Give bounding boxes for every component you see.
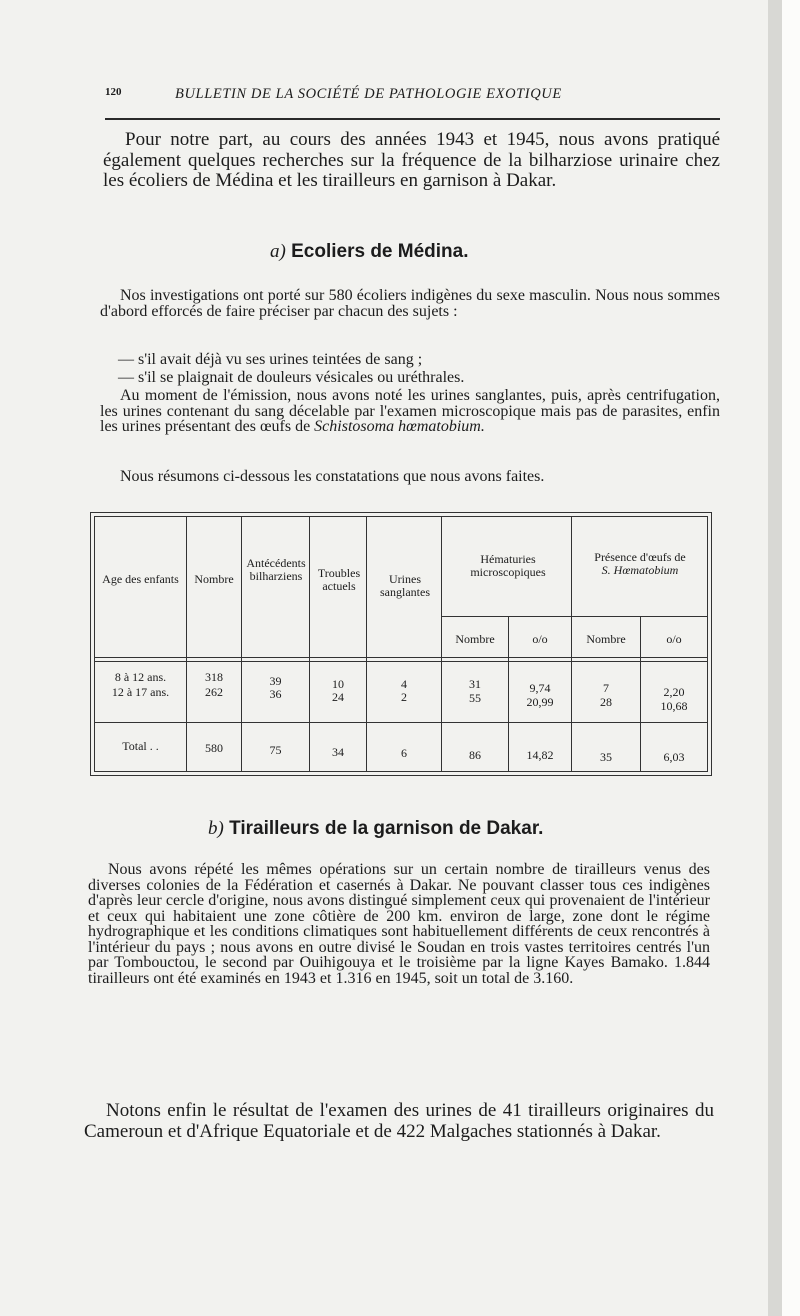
cell-hema-nombre: 31 (469, 677, 481, 691)
col-divider (241, 517, 242, 771)
cell-nombre: 318 (205, 670, 223, 684)
results-table (90, 512, 712, 776)
header-nombre: Nombre (194, 572, 234, 586)
header-presence-text: Présence d'œufs de (594, 550, 686, 564)
section-b-title: Tirailleurs de la garnison de Dakar. (229, 818, 544, 839)
paragraph-b2: Notons enfin le résultat de l'examen des urines de 41 tirailleurs originaires du Cameroun et d'Afrique Equatoriale et de 422 Malgaches stationnés à Dakar. (84, 1100, 714, 1142)
header-presence (575, 551, 705, 577)
col-divider (309, 517, 310, 771)
paragraph-a1: Nos investigations ont porté sur 580 écoliers indigènes du sexe masculin. Nous nous sommes d'abord efforcés de faire préciser par chacun des sujets : (100, 287, 720, 320)
cell-hema-pct: 9,74 (529, 681, 551, 695)
cell-antecedents: 36 (269, 687, 282, 701)
cell-total-hema-nombre: 86 (469, 748, 481, 762)
col-divider (366, 517, 367, 771)
dash-item-1: — s'il avait déjà vu ses urines teintées de sang ; (118, 351, 423, 368)
dash-item-2: — s'il se plaignait de douleurs vésicales ou uréthrales. (118, 369, 465, 386)
page-edge (768, 0, 782, 1316)
col-divider (186, 517, 187, 771)
header-urines: Urines sanglantes (380, 572, 430, 599)
section-a-heading (270, 241, 570, 263)
cell-urines: 2 (401, 690, 407, 704)
cell-antecedents: 39 (269, 674, 282, 688)
cell-total-urines: 6 (401, 746, 407, 760)
header-hematuries: Hématuries microscopiques (470, 552, 546, 579)
subheader-oeufs-pct: o/o (666, 632, 682, 646)
subheader-hema-pct: o/o (532, 632, 548, 646)
row-divider (95, 657, 707, 658)
cell-oeufs-nombre: 28 (600, 695, 612, 709)
paragraph-a3: Nous résumons ci-dessous les constatations que nous avons faites. (120, 468, 545, 485)
cell-troubles: 10 (332, 677, 344, 691)
header-age: Age des enfants (102, 572, 179, 586)
cell-troubles: 24 (332, 690, 344, 704)
cell-urines: 4 (401, 677, 407, 691)
cell-total-hema-pct: 14,82 (526, 748, 554, 762)
cell-oeufs-pct: 10,68 (660, 699, 688, 713)
cell-total-troubles: 34 (332, 745, 344, 759)
cell-age: 12 à 17 ans. (111, 685, 170, 699)
running-title: BULLETIN DE LA SOCIÉTÉ DE PATHOLOGIE EXOTIQUE (175, 86, 562, 102)
header-rule (105, 118, 720, 120)
paragraph-a2 (100, 388, 720, 435)
subheader-hema-nombre: Nombre (455, 632, 495, 646)
cell-total-oeufs-pct: 6,03 (663, 750, 685, 764)
subheader-oeufs-nombre: Nombre (586, 632, 626, 646)
cell-age: 8 à 12 ans. (114, 670, 167, 684)
page-number: 120 (105, 86, 122, 98)
row-divider (95, 722, 707, 723)
row-divider (95, 661, 707, 662)
paragraph-b1: Nous avons répété les mêmes opérations sur un certain nombre de tirailleurs venus des diverses colonies de la Fédération et casernés à Dakar. Ne pouvant classer tous ces indigènes d'après leur cercle d'origine, nous avons distingué simplement ceux qui provenaient de l'intérieur et ceux qui habitaient une zone côtière de 200 km. environ de large, zone dont le régime hydrographique et les conditions climatiques sont habituellement différents de ceux rencontrés à l'intérieur du pays ; nous avons en outre divisé le Soudan en trois vastes territoires centrés l'un par Tombouctou, le second par Ouihigouya et le troisième par la ligne Kayes Bamako. 1.844 tirailleurs ont été examinés en 1943 et 1.316 en 1945, soit un total de 3.160. (88, 861, 710, 987)
cell-total-nombre: 580 (205, 741, 223, 755)
running-header (105, 84, 720, 110)
results-table-inner (94, 516, 708, 772)
cell-hema-nombre: 55 (469, 691, 481, 705)
row-divider (441, 616, 707, 617)
section-a-title: Ecoliers de Médina. (291, 241, 469, 262)
section-b-heading (208, 818, 628, 840)
header-presence-species: S. Hœmatobium (601, 563, 679, 577)
section-b-marker: b) (208, 818, 224, 839)
cell-total-label: Total . . (122, 739, 159, 753)
species-name: Schistosoma hœmatobium. (314, 418, 485, 435)
cell-nombre: 262 (205, 685, 223, 699)
scan-margin (782, 0, 800, 1316)
cell-total-oeufs-nombre: 35 (600, 750, 612, 764)
cell-total-antecedents: 75 (269, 743, 282, 757)
intro-paragraph: Pour notre part, au cours des années 1943 et 1945, nous avons pratiqué également quelques recherches sur la fréquence de la bilharziose urinaire chez les écoliers de Médina et les tirailleurs en garnison à Dakar. (103, 129, 720, 191)
cell-oeufs-pct: 2,20 (663, 685, 685, 699)
paragraph-a2-text: Au moment de l'émission, nous avons noté les urines sanglantes, puis, après centrifugation, les urines contenant du sang décelable par l'examen microscopique mais pas de parasites, enfin les urines présentant des œufs de (100, 387, 720, 435)
cell-hema-pct: 20,99 (526, 695, 554, 709)
section-a-marker: a) (270, 241, 286, 262)
header-troubles: Troubles actuels (317, 566, 361, 593)
header-antecedents: Antécédents bilharziens (246, 556, 306, 583)
cell-oeufs-nombre: 7 (603, 681, 609, 695)
